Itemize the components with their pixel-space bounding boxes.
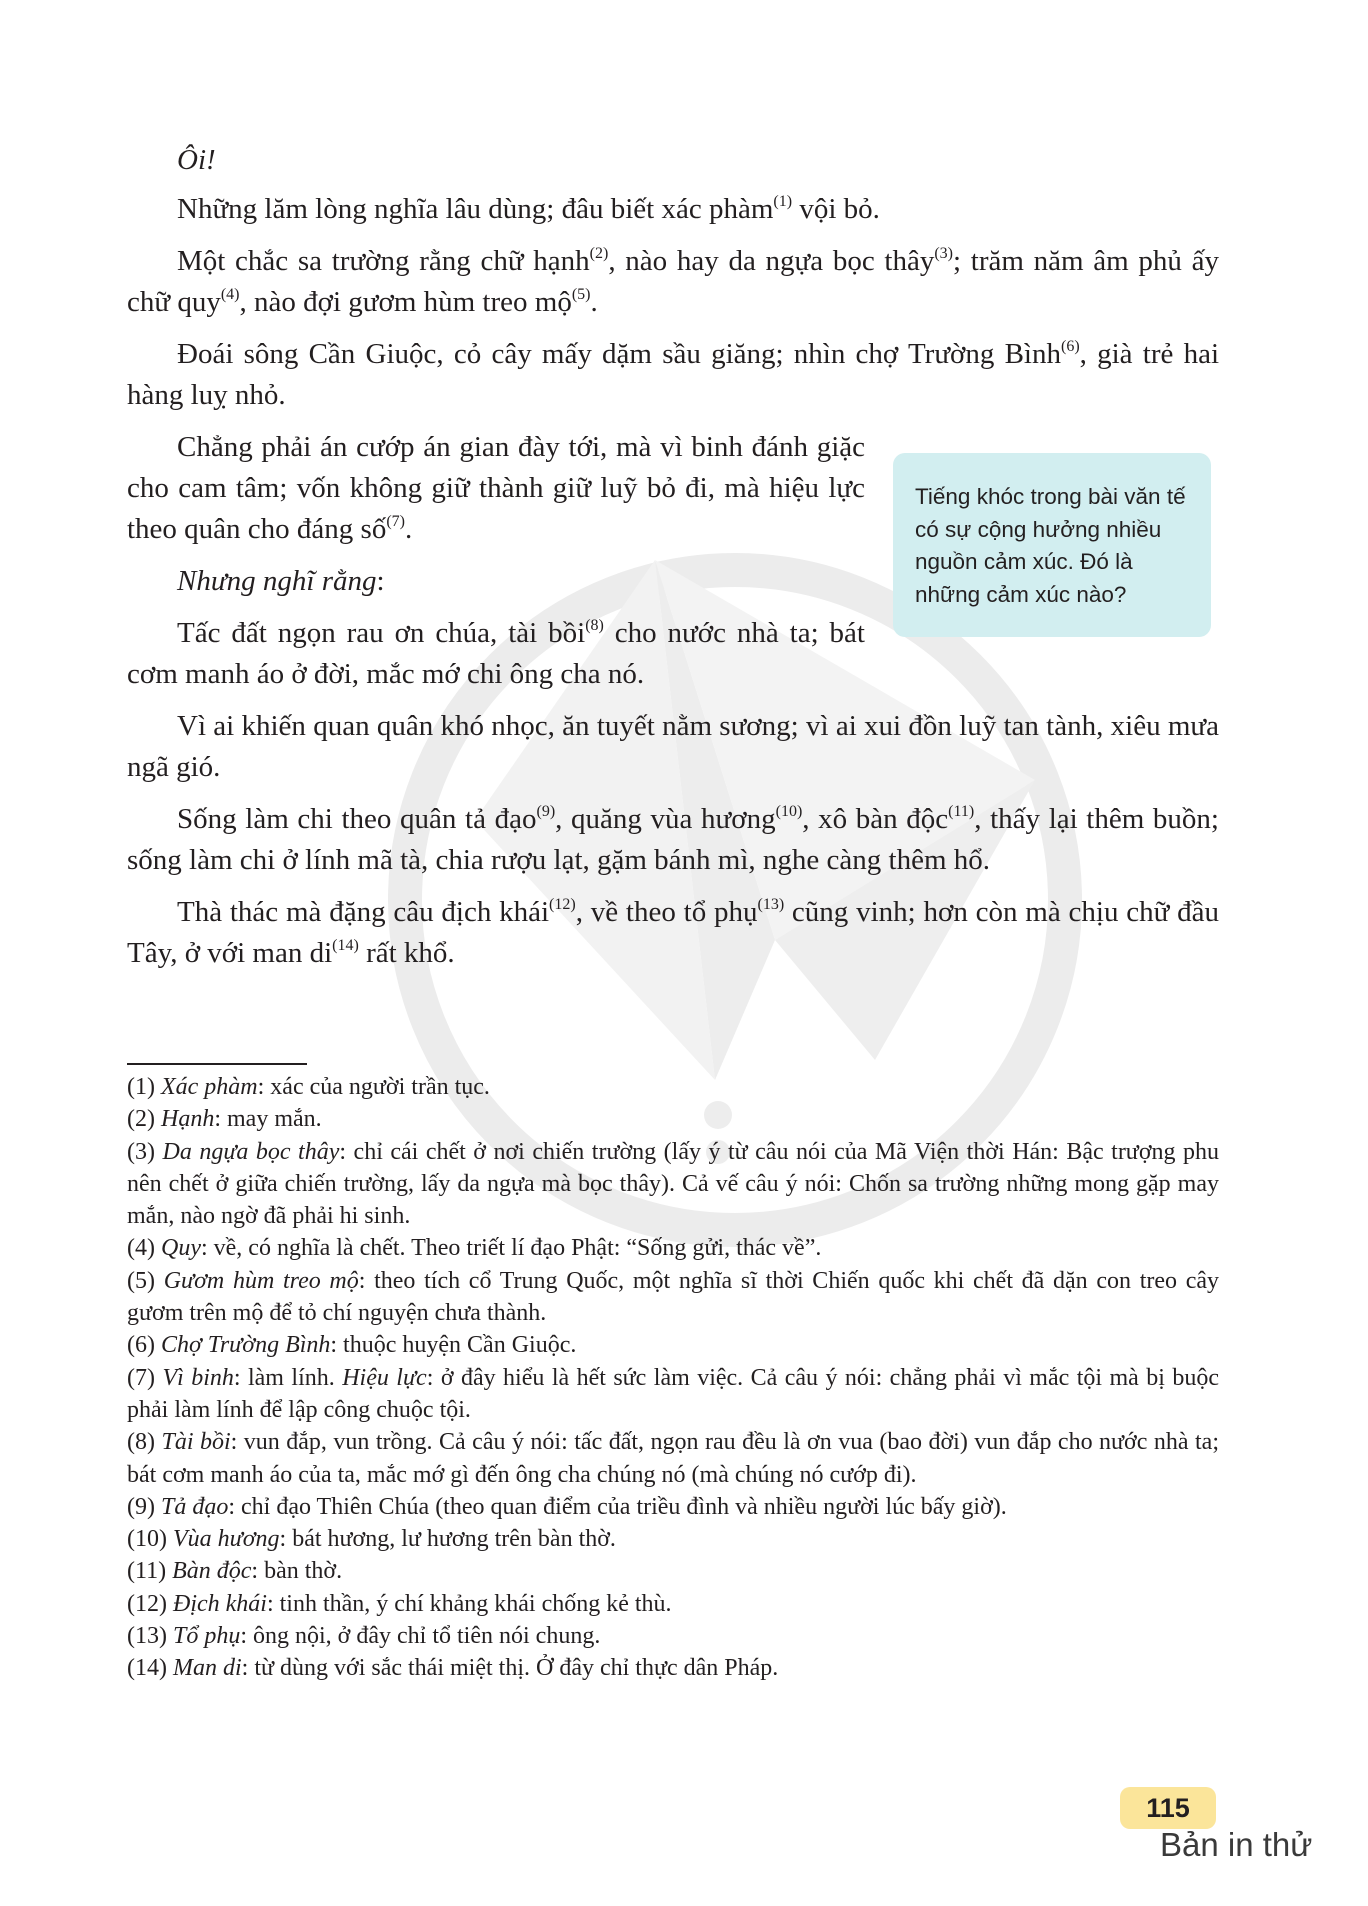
text-run: :	[376, 565, 385, 597]
text-run: Những lăm lòng nghĩa lâu dùng; đâu biết xác phàm	[177, 193, 774, 225]
footnote-definition: : ở đây hiểu là hết sức làm việc. Cả câu ý nói: chẳng phải vì mắc tội mà bị buộc phải làm lính để lập công chuộc tội.	[127, 1364, 1220, 1423]
footnote-number: (3)	[127, 1138, 155, 1165]
text-run: Tấc đất ngọn rau ơn chúa, tài bồi	[177, 617, 586, 649]
footnote-definition: : từ dùng với sắc thái miệt thị. Ở đây chỉ thực dân Pháp.	[241, 1655, 779, 1682]
paragraph	[127, 140, 1219, 181]
text-run: , xô bàn độc	[802, 803, 949, 835]
footnote-item	[127, 1362, 1219, 1427]
footnote-ref: (7)	[386, 513, 405, 530]
footnote-number: (4)	[127, 1235, 155, 1262]
footnote-term: Hạnh	[160, 1106, 215, 1133]
footnote-definition: : làm lính.	[233, 1364, 343, 1391]
footnote-ref: (1)	[773, 193, 793, 210]
footnote-ref: (9)	[536, 803, 556, 820]
paragraph	[127, 241, 1219, 323]
paragraph	[127, 334, 1219, 416]
footnote-definition: : tinh thần, ý chí khảng khái chống kẻ thù.	[266, 1590, 672, 1617]
paragraph	[127, 799, 1219, 881]
text-run: Vì ai khiến quan quân khó nhọc, ăn tuyết nằm sương; vì ai xui đồn luỹ tan tành, xiêu mưa ngã gió.	[127, 710, 1219, 783]
footnote-number: (5)	[127, 1267, 155, 1294]
footnote-number: (9)	[127, 1493, 155, 1520]
footnote-term: Tài bồi	[161, 1429, 231, 1456]
text-run: Một chắc sa trường rằng chữ hạnh	[177, 245, 590, 277]
italic-text: Nhưng nghĩ rằng	[177, 565, 377, 597]
footnote-item	[127, 1588, 1219, 1620]
footnote-term: Tả đạo	[160, 1493, 229, 1520]
text-run: , nào hay da ngựa bọc thây	[608, 245, 935, 277]
footnote-definition: : may mắn.	[214, 1106, 322, 1133]
text-run: cũng vinh; hơn còn mà chịu chữ đầu Tây, ở với man di	[127, 896, 1219, 969]
paragraph	[127, 427, 865, 550]
footnote-term: Vì binh	[162, 1364, 234, 1391]
footnote-item	[127, 1329, 1219, 1361]
footnote-term: Quy	[160, 1235, 201, 1262]
footnote-term: Vùa hương	[172, 1526, 280, 1553]
paragraph	[127, 189, 1219, 230]
print-label: Bản in thử	[1160, 1826, 1313, 1863]
text-run: cho nước nhà ta; bát cơm manh áo ở đời, mắc mớ chi ông cha nó.	[127, 617, 865, 690]
footnote-definition: : theo tích cổ Trung Quốc, một nghĩa sĩ thời Chiến quốc khi chết đã dặn con treo cây gươm trên mộ để tỏ chí nguyện chưa thành.	[127, 1267, 1220, 1327]
footnote-item	[127, 1136, 1219, 1233]
footnote-term: Chợ Trường Bình	[160, 1332, 331, 1359]
paragraph	[127, 706, 1219, 788]
footnote-number: (6)	[127, 1332, 155, 1359]
footnote-term: Man di	[172, 1655, 242, 1682]
footnote-term: Hiệu lực	[342, 1364, 427, 1391]
footnote-ref: (14)	[332, 937, 359, 954]
text-run: , về theo tổ phụ	[575, 896, 758, 928]
text-run: rất khổ.	[358, 937, 455, 969]
footnote-ref: (2)	[589, 245, 609, 262]
footnote-item	[127, 1426, 1219, 1491]
footnote-term: Địch khái	[172, 1590, 267, 1617]
footnote-item	[127, 1103, 1219, 1135]
footnote-ref: (10)	[775, 803, 803, 820]
footnote-definition: : vun đắp, vun trồng. Cả câu ý nói: tấc đất, ngọn rau đều là ơn vua (bao đời) vun đắp cho nước nhà ta; bát cơm manh áo của ta, mắc mớ gì đến ông cha chúng nó (mà chúng nó cướp đi).	[127, 1429, 1220, 1488]
footnote-item	[127, 1620, 1219, 1652]
footnote-number: (7)	[127, 1364, 155, 1391]
footnote-number: (12)	[127, 1590, 167, 1617]
footnote-definition: : chỉ cái chết ở nơi chiến trường (lấy ý từ câu nói của Mã Viện thời Hán: Bậc trượng phu nên chết ở giữa chiến trường, lấy da ngựa mà bọc thây). Cả vế câu ý nói: Chốn sa trường những mong gặp may mắn, nào ngờ đã phải hi sinh.	[127, 1138, 1219, 1230]
text-run: ; trăm năm âm phủ ấy chữ quy	[127, 245, 1219, 318]
text-run: Đoái sông Cần Giuộc, cỏ cây mấy dặm sầu giăng; nhìn chợ Trường Bình	[177, 338, 1061, 370]
footnote-term: Da ngựa bọc thây	[162, 1138, 340, 1165]
footnote-item	[127, 1523, 1219, 1555]
footnote-item	[127, 1555, 1219, 1587]
page-number: 115	[1120, 1787, 1216, 1829]
footnote-item	[127, 1071, 1219, 1103]
footnote-term: Bàn độc	[172, 1558, 252, 1585]
text-run: .	[405, 513, 413, 545]
text-run: .	[590, 286, 598, 318]
question-text: Tiếng khóc trong bài văn tế có sự cộng hưởng nhiều nguồn cảm xúc. Đó là những cảm xúc nào?	[915, 484, 1186, 607]
footnote-definition: : bát hương, lư hương trên bàn thờ.	[279, 1526, 616, 1553]
footnote-ref: (3)	[934, 245, 953, 262]
question-box	[893, 453, 1211, 637]
footnote-item	[127, 1265, 1219, 1330]
footnote-term: Xác phàm	[160, 1074, 258, 1100]
footnote-definition: : bàn thờ.	[251, 1558, 343, 1585]
paragraph	[127, 613, 865, 695]
footnote-ref: (4)	[220, 286, 240, 303]
footnote-term: Gươm hùm treo mộ	[163, 1267, 359, 1294]
footnote-definition: : ông nội, ở đây chỉ tổ tiên nói chung.	[240, 1623, 601, 1650]
footnotes	[127, 1071, 1219, 1685]
footnote-number: (10)	[127, 1526, 167, 1553]
paragraph	[127, 892, 1219, 974]
footnote-ref: (11)	[948, 803, 975, 820]
footnote-ref: (12)	[549, 896, 576, 913]
text-run: , nào đợi gươm hùm treo mộ	[239, 286, 572, 318]
text-run: vội bỏ.	[792, 193, 880, 225]
footnote-item	[127, 1491, 1219, 1523]
footnote-definition: : chỉ đạo Thiên Chúa (theo quan điểm của triều đình và nhiều người lúc bấy giờ).	[228, 1493, 1007, 1520]
footnote-number: (11)	[127, 1558, 167, 1585]
footnote-ref: (5)	[571, 286, 591, 303]
footnote-number: (8)	[127, 1429, 155, 1456]
text-run: , già trẻ hai hàng luỵ nhỏ.	[127, 338, 1220, 411]
text-run: , quăng vùa hương	[555, 803, 776, 835]
footnote-number: (1)	[127, 1074, 155, 1100]
footnote-ref: (6)	[1061, 338, 1080, 355]
footnote-ref: (8)	[585, 617, 604, 634]
footnote-definition: : về, có nghĩa là chết. Theo triết lí đạo Phật: “Sống gửi, thác về”.	[200, 1235, 822, 1262]
footnote-number: (2)	[127, 1106, 155, 1133]
footnote-number: (14)	[127, 1655, 167, 1682]
footnote-definition: : xác của người trần tục.	[257, 1074, 490, 1100]
text-run: Chẳng phải án cướp án gian đày tới, mà vì binh đánh giặc cho cam tâm; vốn không giữ thành giữ luỹ bỏ đi, mà hiệu lực theo quân cho đáng số	[127, 431, 865, 545]
footnote-definition: : thuộc huyện Cần Giuộc.	[330, 1332, 577, 1359]
footnote-ref: (13)	[757, 896, 785, 913]
footnote-divider	[127, 1063, 307, 1065]
footnote-item	[127, 1652, 1219, 1684]
footnote-item	[127, 1232, 1219, 1264]
italic-text: Ôi!	[177, 144, 216, 176]
footnote-number: (13)	[127, 1623, 167, 1650]
text-run: , thấy lại thêm buồn; sống làm chi ở lính mã tà, chia rượu lạt, gặm bánh mì, nghe càng thêm hổ.	[127, 803, 1219, 876]
paragraph	[127, 561, 865, 602]
text-run: Sống làm chi theo quân tả đạo	[177, 803, 537, 835]
footnote-term: Tổ phụ	[172, 1623, 241, 1650]
text-run: Thà thác mà đặng câu địch khái	[177, 896, 550, 928]
